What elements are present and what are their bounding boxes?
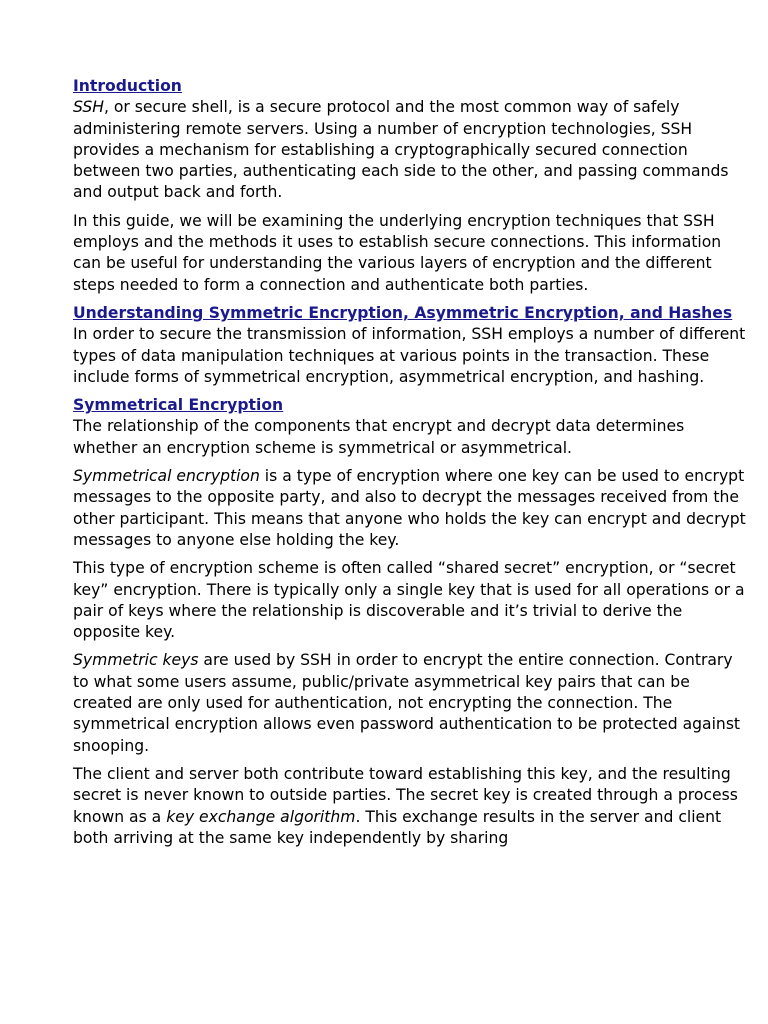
term-ssh: SSH <box>73 98 104 117</box>
paragraph-symmetrical-5 <box>73 764 753 849</box>
term-symmetric-keys: Symmetric keys <box>73 651 199 670</box>
term-key-exchange-algorithm: key exchange algorithm <box>166 807 356 826</box>
heading-symmetrical <box>73 395 753 416</box>
paragraph-symmetrical-1: The relationship of the components that encrypt and decrypt data determines whether an encryption scheme is symmetrical or asymmetrical. <box>73 417 685 457</box>
heading-introduction-link[interactable]: Introduction <box>73 77 182 95</box>
paragraph-symmetrical-2-text: is a type of encryption where one key can be used to encrypt messages to the opposite party, and also to decrypt the messages received from the other participant. This means that anyone who holds the key can encrypt and decrypt messages to anyone else holding the key. <box>73 467 746 549</box>
paragraph-understanding: In order to secure the transmission of information, SSH employs a number of different types of data manipulation techniques at various points in the transaction. These include forms of symmetrical encryption, asymmetrical encryption, and hashing. <box>73 325 746 386</box>
term-symmetrical-encryption: Symmetrical encryption <box>73 467 260 486</box>
heading-introduction <box>73 76 753 97</box>
heading-symmetrical-link[interactable]: Symmetrical Encryption <box>73 396 284 415</box>
paragraph-symmetrical-3: This type of encryption scheme is often called “shared secret” encryption, or “secret key” encryption. There is typically only a single key that is used for all operations or a pair of keys where the relationship is discoverable and it’s trivial to derive the opposite key. <box>73 559 745 642</box>
paragraph-symmetrical-2 <box>73 466 753 551</box>
paragraph-symmetrical-4 <box>73 650 753 756</box>
paragraph-symmetrical-5-text-b: . This exchange results in the server and client both arriving at the same key independently by sharing <box>73 807 722 847</box>
paragraph-symmetrical-5-text-a: The client and server both contribute toward establishing this key, and the resulting secret is never known to outside parties. The secret key is created through a process known as a <box>73 764 738 826</box>
heading-understanding <box>73 303 753 324</box>
paragraph-intro-1 <box>73 97 753 203</box>
paragraph-intro-2: In this guide, we will be examining the underlying encryption techniques that SSH employs and the methods it uses to establish secure connections. This information can be useful for understanding the various layers of encryption and the different steps needed to form a connection and authenticate both parties. <box>73 211 722 294</box>
document-page <box>73 76 753 856</box>
paragraph-symmetrical-4-text: are used by SSH in order to encrypt the entire connection. Contrary to what some users assume, public/private asymmetrical key pairs that can be created are only used for authentication, not encrypting the connection. The symmetrical encryption allows even password authentication to be protected against snooping. <box>73 651 741 755</box>
heading-understanding-link[interactable]: Understanding Symmetric Encryption, Asymmetric Encryption, and Hashes <box>73 303 733 322</box>
paragraph-intro-1-text: , or secure shell, is a secure protocol and the most common way of safely administering remote servers. Using a number of encryption technologies, SSH provides a mechanism for establishing a cryptographically secured connection between two parties, authenticating each side to the other, and passing commands and output back and forth. <box>73 98 729 202</box>
